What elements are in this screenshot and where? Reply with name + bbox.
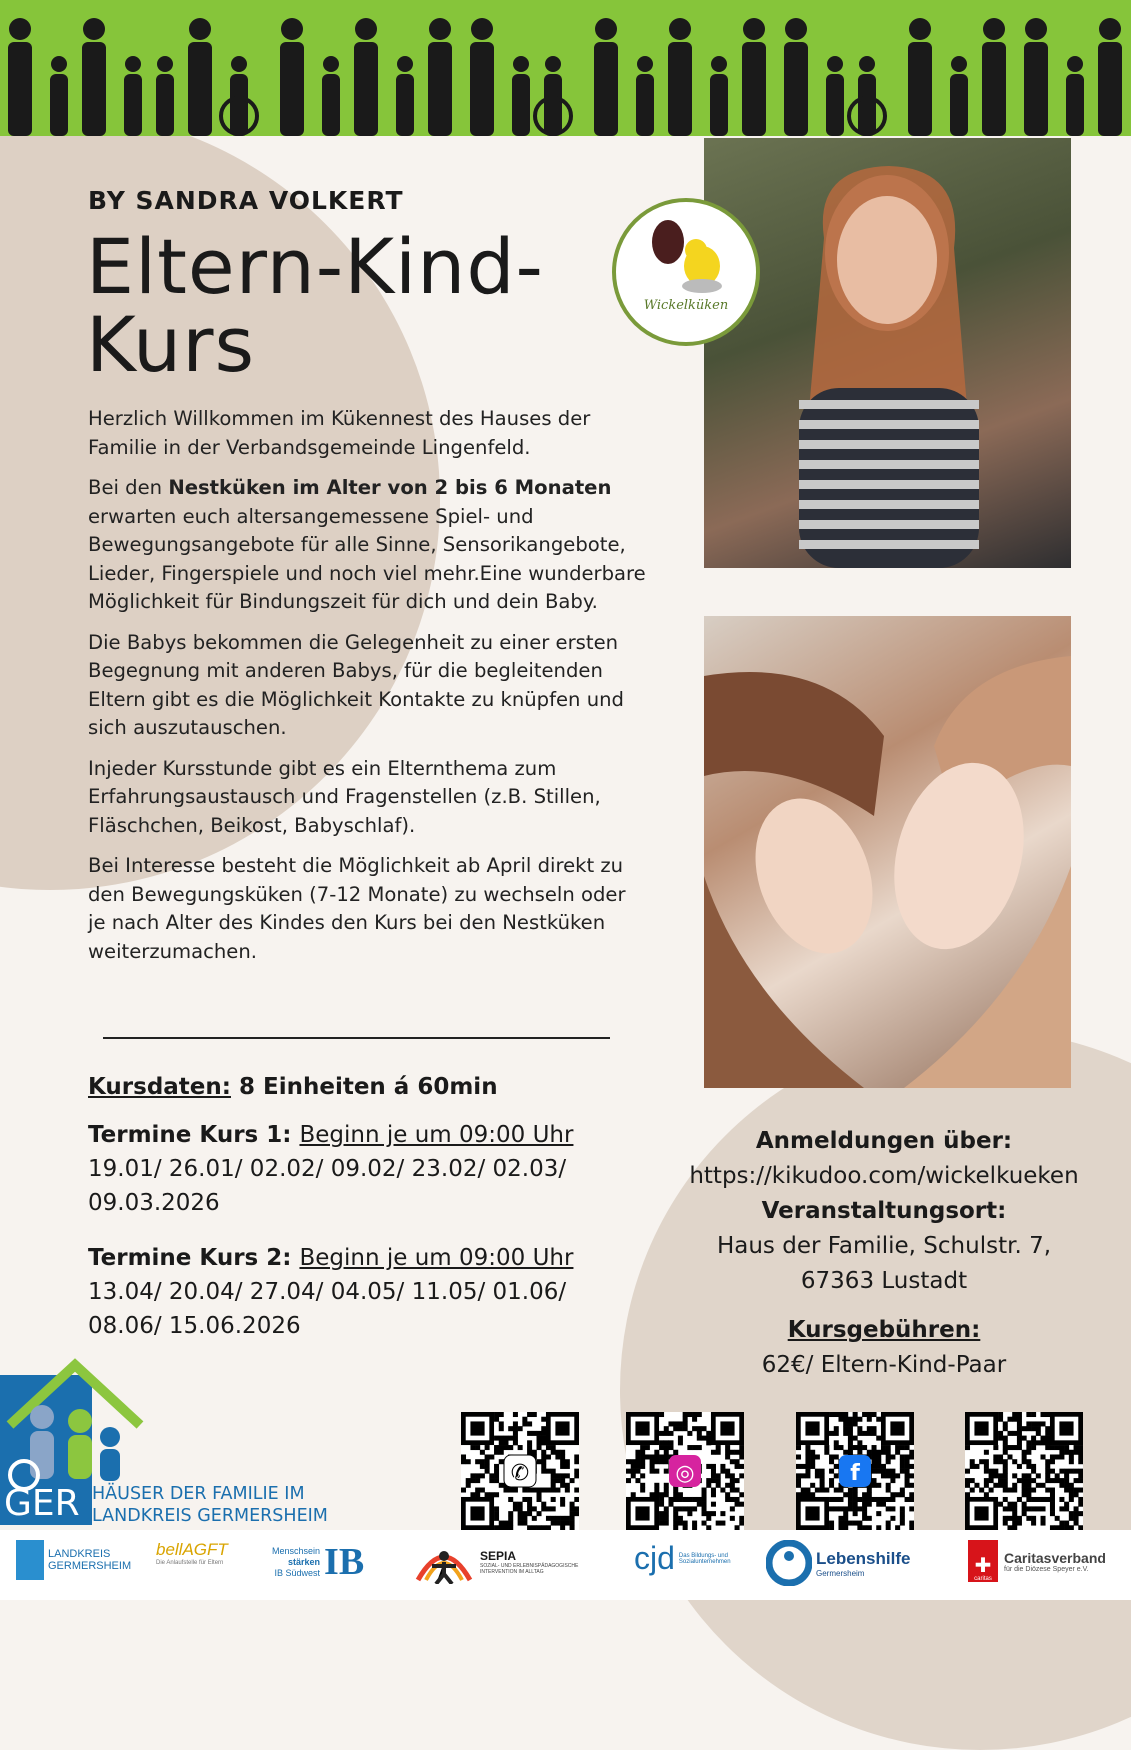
lebenshilfe-subtitle: Germersheim [816, 1568, 865, 1578]
caritas-mark [968, 1540, 998, 1582]
landkreis-logo [16, 1540, 131, 1580]
bellagft-label: bellAGFT [156, 1540, 228, 1559]
whatsapp-icon: ✆ [510, 1461, 530, 1486]
venue-label: Veranstaltungsort: [761, 1198, 1007, 1224]
course-2-dates [88, 1241, 648, 1343]
landkreis-label-2: GERMERSHEIM [48, 1560, 132, 1572]
course-2-line-1: 13.04/ 20.04/ 27.04/ 04.05/ 11.05/ 01.06/ [88, 1279, 567, 1305]
caritas-subtitle: für die Diözese Speyer e.V. [1004, 1565, 1089, 1573]
ib-label-2: stärken [288, 1556, 321, 1567]
family-silhouette-banner [0, 0, 1131, 136]
qr-pattern [796, 1412, 914, 1530]
bellagft-logo [156, 1540, 228, 1566]
course-1-start: Beginn je um 09:00 Uhr [299, 1122, 574, 1148]
venue-line-1: Haus der Familie, Schulstr. 7, [716, 1233, 1052, 1259]
qr-pattern [626, 1412, 744, 1530]
portrait-photo [704, 138, 1071, 568]
babies-paragraph: Die Babys bekommen die Gelegenheit zu einer ersten Begegnung mit anderen Babys, für die begleitenden Eltern gibt es die Möglichkeit Kontakte zu knüpfen und sich auszutauschen. [88, 630, 624, 739]
age-paragraph-rest: erwarten euch altersangemessene Spiel- und Bewegungsangebote für alle Sinne, Sensorikangebote, Lieder, Fingerspiele und noch viel mehr.Eine wunderbare Möglichkeit für Bindungszeit für dich und dein Baby. [88, 504, 646, 613]
ib-label-3: IB Südwest [274, 1567, 321, 1578]
course-2-start: Beginn je um 09:00 Uhr [299, 1245, 574, 1271]
course-1-dates [88, 1118, 648, 1220]
portrait-illustration [704, 138, 1071, 568]
lebenshilfe-logo [766, 1540, 910, 1586]
intro-paragraph: Herzlich Willkommen im Kükennest des Hauses der Familie in der Verbandsgemeinde Lingenfeld. [88, 407, 591, 459]
baby-feet-photo [704, 616, 1071, 1088]
cjd-mark: cjd [634, 1540, 675, 1576]
ib-logo [272, 1540, 364, 1584]
title-line-1: Eltern-Kind- [86, 222, 544, 311]
landkreis-mark [16, 1540, 44, 1580]
ib-label-1: Menschsein [272, 1545, 321, 1556]
facebook-icon: f [850, 1461, 860, 1486]
course-1-line-2: 09.03.2026 [88, 1190, 220, 1216]
qr-code-website[interactable] [965, 1412, 1083, 1530]
fee-label: Kursgebühren: [787, 1317, 981, 1343]
age-highlight: Nestküken im Alter von 2 bis 6 Monaten [168, 476, 612, 499]
sepia-figure-icon [412, 1540, 476, 1584]
topics-paragraph: Injeder Kursstunde gibt es ein Elternthema zum Erfahrungsaustausch und Fragenstellen (z.B. Stillen, Fläschchen, Beikost, Babyschlaf). [88, 756, 601, 837]
course-details [88, 1074, 498, 1100]
age-paragraph-lead: Bei den [88, 476, 169, 499]
sepia-subtitle: SOZIAL- UND ERLEBNISPÄDAGOGISCHE INTERVENTION IM ALLTAG [480, 1563, 579, 1575]
byline: BY SANDRA VOLKERT [88, 186, 404, 215]
ger-title [92, 1483, 328, 1527]
lebenshilfe-label: Lebenshilfe [816, 1548, 911, 1568]
instagram-icon: ◎ [675, 1461, 695, 1486]
badge-label: Wickelküken [643, 298, 729, 313]
caritas-small-label: caritas [974, 1576, 992, 1582]
ib-mark: IB [324, 1541, 365, 1583]
qr-code-facebook[interactable] [796, 1412, 914, 1530]
baby-feet-illustration [704, 616, 1071, 1088]
caritas-logo [968, 1540, 1106, 1582]
course-details-label: Kursdaten: [88, 1074, 231, 1100]
registration-info [640, 1124, 1128, 1383]
qr-pattern [461, 1412, 579, 1530]
caritas-label: Caritasverband [1004, 1549, 1106, 1566]
qr-code-whatsapp[interactable] [461, 1412, 579, 1530]
qr-pattern [965, 1412, 1083, 1530]
landkreis-label: LANDKREIS [48, 1548, 111, 1560]
course-details-value: 8 Einheiten á 60min [230, 1074, 498, 1100]
fee-value: 62€/ Eltern-Kind-Paar [761, 1352, 1007, 1378]
title-line-2: Kurs [86, 300, 256, 389]
cjd-logo [634, 1540, 743, 1577]
divider-line [103, 1037, 610, 1039]
age-paragraph [88, 474, 648, 617]
course-description [88, 405, 648, 978]
sepia-logo [412, 1540, 600, 1584]
page-title [86, 222, 544, 389]
course-2-line-2: 08.06/ 15.06.2026 [88, 1313, 301, 1339]
course-1-line-1: 19.01/ 26.01/ 02.02/ 09.02/ 23.02/ 02.03/ [88, 1156, 567, 1182]
course-1-label: Termine Kurs 1: [88, 1122, 300, 1148]
wickelkueken-logo [612, 198, 760, 346]
registration-label: Anmeldungen über: [755, 1128, 1013, 1154]
family-silhouette-icon [0, 0, 1131, 136]
ger-line-2: LANDKREIS GERMERSHEIM [92, 1506, 328, 1526]
course-2-label: Termine Kurs 2: [88, 1245, 300, 1271]
ger-abbr: GER [4, 1483, 80, 1524]
qr-code-instagram[interactable] [626, 1412, 744, 1530]
registration-url[interactable]: https://kikudoo.com/wickelkueken [689, 1163, 1079, 1189]
bellagft-subtitle: Die Anlaufstelle für Eltern [156, 1560, 224, 1566]
chick-icon [616, 202, 756, 342]
ger-line-1: HÄUSER DER FAMILIE IM [92, 1484, 305, 1504]
venue-line-2: 67363 Lustadt [800, 1268, 968, 1294]
transition-paragraph: Bei Interesse besteht die Möglichkeit ab April direkt zu den Bewegungsküken (7-12 Monate) zu wechseln oder je nach Alter des Kindes den Kurs bei den Nestküken weiterzumachen. [88, 854, 626, 963]
caritas-cross-icon: ✚ [974, 1555, 992, 1577]
sepia-label: SEPIA [480, 1549, 517, 1563]
lebenshilfe-icon [766, 1540, 812, 1586]
cjd-subtitle: Das Bildungs- und Sozialunternehmen [678, 1552, 731, 1565]
